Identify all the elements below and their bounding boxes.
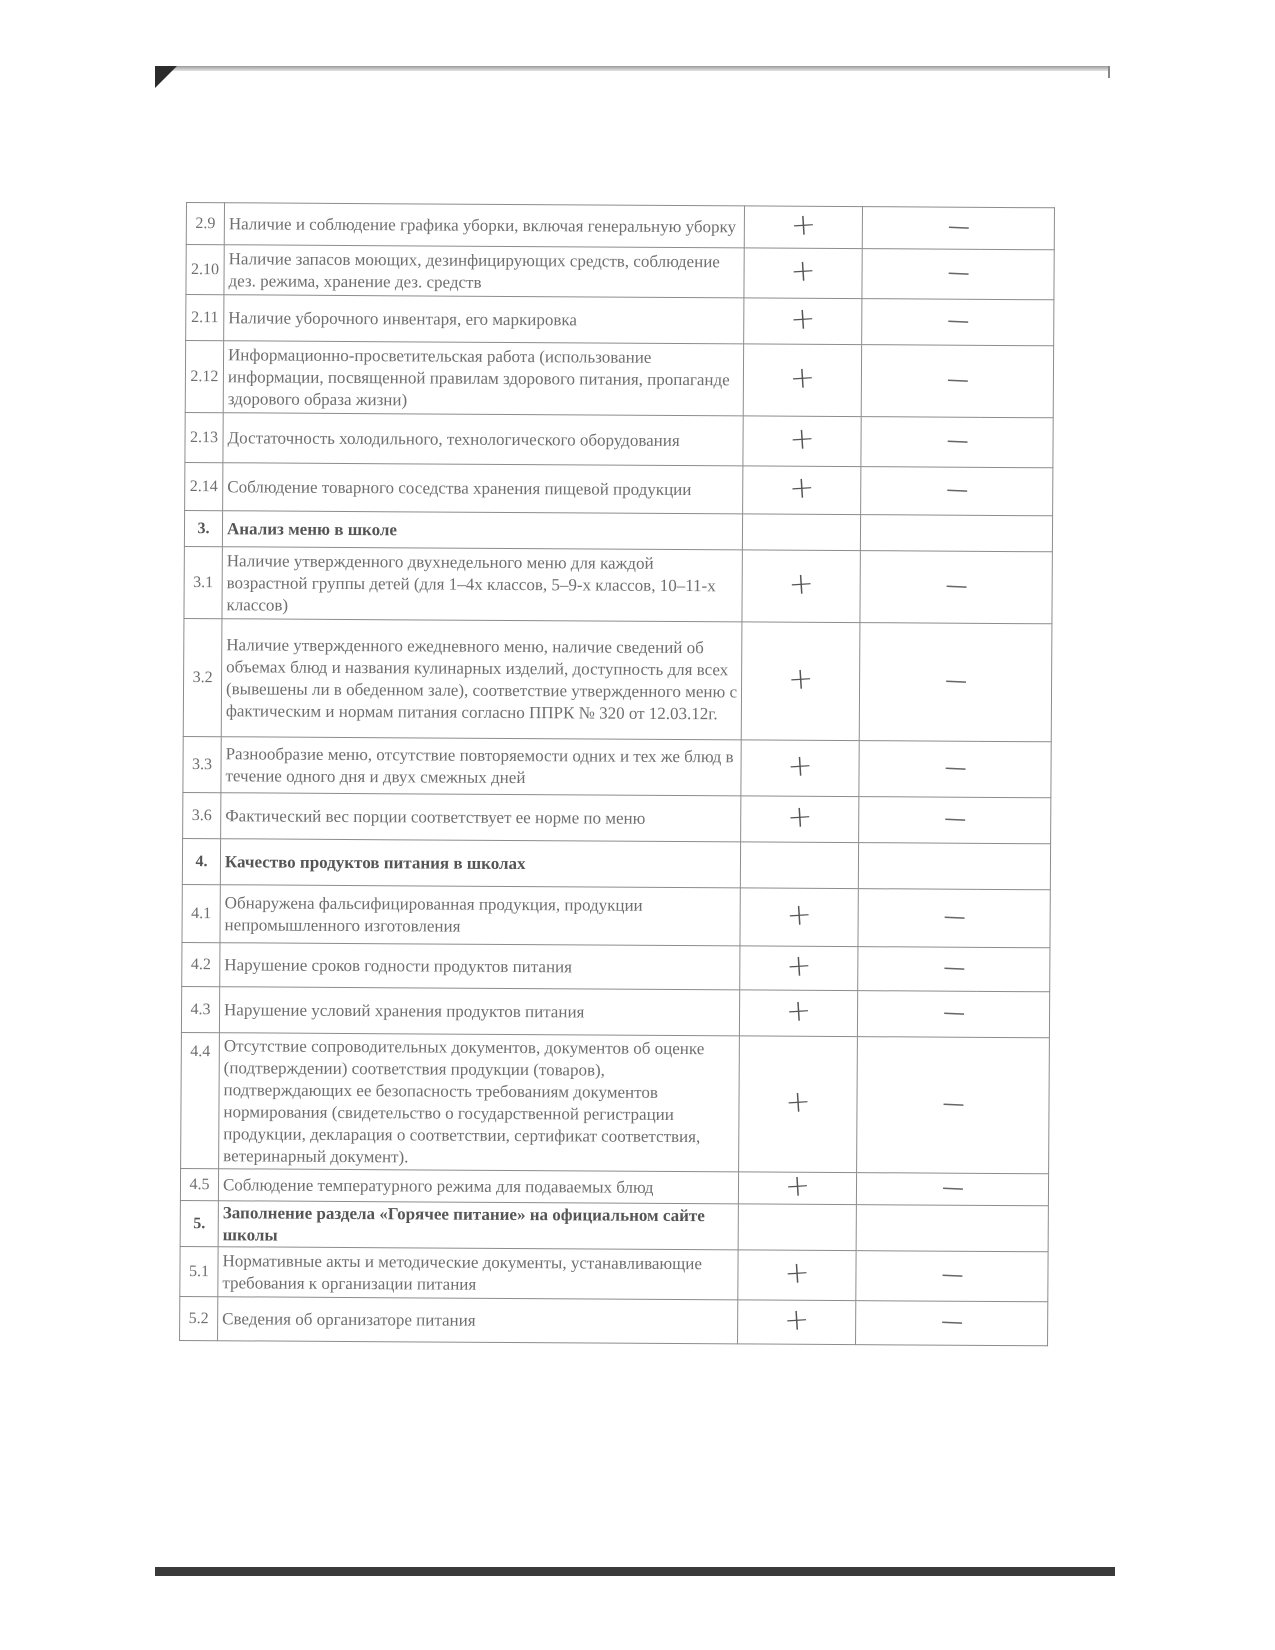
- row-criterion: Наличие утвержденного ежедневного меню, наличие сведений об объемах блюд и названия кулинарных изделий, доступность для всех (вывешены ли в обеденном зале), соответствие утвержденного меню с фактическим и нормам питания согласно ППРК № 320 от 12.03.12г.: [221, 619, 742, 740]
- no-mark: —: [856, 1173, 1048, 1206]
- yes-mark: +: [744, 206, 862, 249]
- row-criterion: Обнаружена фальсифицированная продукция, продукции непромышленного изготовления: [220, 885, 740, 946]
- yes-mark: +: [739, 990, 857, 1037]
- row-number: 5.2: [180, 1296, 218, 1340]
- section-title: Анализ меню в школе: [222, 511, 742, 550]
- table-row: [185, 412, 1053, 467]
- row-criterion: Нарушение условий хранения продуктов питания: [219, 987, 739, 1036]
- no-mark: —: [862, 299, 1054, 346]
- yes-mark: +: [738, 1300, 856, 1345]
- table-row: [181, 1032, 1050, 1173]
- scan-edge-bottom: [155, 1567, 1115, 1576]
- yes-mark: +: [741, 740, 859, 797]
- yes-mark: +: [742, 550, 860, 623]
- table-row: [183, 792, 1051, 843]
- yes-mark: [738, 1204, 856, 1251]
- row-number: 2.9: [186, 203, 224, 245]
- row-criterion: Разнообразие меню, отсутствие повторяемости одних и тех же блюд в течение одного дня и двух смежных дней: [221, 737, 741, 796]
- row-criterion: Наличие уборочного инвентаря, его маркировка: [224, 295, 744, 344]
- table-row: [182, 884, 1050, 947]
- row-number: 4.2: [182, 942, 220, 986]
- yes-mark: +: [741, 796, 859, 843]
- inspection-checklist-table: [179, 202, 1055, 1346]
- section-row: [182, 838, 1050, 889]
- section-number: 5.: [180, 1200, 218, 1246]
- section-row: [184, 510, 1052, 551]
- yes-mark: +: [741, 622, 860, 741]
- row-number: 3.2: [183, 618, 222, 736]
- section-title: Качество продуктов питания в школах: [220, 839, 740, 888]
- row-number: 4.1: [182, 884, 220, 942]
- no-mark: [856, 1205, 1048, 1252]
- table-row: [180, 1296, 1048, 1345]
- yes-mark: +: [740, 946, 858, 991]
- no-mark: —: [862, 207, 1054, 250]
- no-mark: —: [860, 551, 1052, 624]
- row-criterion: Наличие утвержденного двухнедельного меню для каждой возрастной группы детей (для 1–4х классов, 5–9-х классов, 10–11-х классов): [222, 547, 742, 622]
- no-mark: [860, 515, 1052, 552]
- row-criterion: Отсутствие сопроводительных документов, документов об оценке (подтверждении) соответствия продукции (товаров), подтверждающих ее безопасность требованиям документов нормирования (свидетельство о государственной регистрации продукции, декларация о соответствии, сертификат соответствия, ветеринарный документ).: [219, 1033, 740, 1172]
- no-mark: —: [859, 741, 1051, 798]
- no-mark: [858, 843, 1050, 890]
- row-criterion: Соблюдение товарного соседства хранения пищевой продукции: [223, 463, 743, 514]
- document-sheet: [179, 202, 1054, 1346]
- table-row: [180, 1168, 1048, 1205]
- table-row: [185, 462, 1053, 515]
- yes-mark: [740, 842, 858, 889]
- row-number: 5.1: [180, 1246, 218, 1296]
- no-mark: —: [862, 249, 1054, 300]
- section-number: 3.: [184, 510, 222, 546]
- section-number: 4.: [182, 838, 220, 884]
- no-mark: —: [857, 991, 1049, 1038]
- no-mark: —: [857, 1037, 1050, 1174]
- row-number: 4.3: [181, 986, 219, 1032]
- no-mark: —: [858, 889, 1050, 948]
- no-mark: —: [856, 1251, 1048, 1302]
- row-number: 2.12: [185, 341, 223, 413]
- row-criterion: Фактический вес порции соответствует ее норме по меню: [221, 793, 741, 842]
- row-criterion: Нарушение сроков годности продуктов питания: [220, 943, 740, 990]
- yes-mark: +: [738, 1250, 856, 1301]
- yes-mark: +: [744, 248, 862, 299]
- table-row: [185, 341, 1053, 418]
- no-mark: —: [856, 1301, 1048, 1346]
- yes-mark: +: [738, 1172, 856, 1205]
- row-criterion: Информационно-просветительская работа (использование информации, посвященной правилам здорового питания, пропаганде здорового образа жизни): [223, 341, 743, 416]
- table-row: [182, 942, 1050, 991]
- row-number: 3.1: [184, 546, 222, 618]
- row-criterion: Нормативные акты и методические документы, устанавливающие требования к организации питания: [218, 1247, 738, 1300]
- row-criterion: Соблюдение температурного режима для подаваемых блюд: [218, 1169, 738, 1204]
- row-criterion: Сведения об организаторе питания: [218, 1297, 738, 1344]
- row-criterion: Наличие и соблюдение графика уборки, включая генеральную уборку: [224, 203, 744, 248]
- row-number: 4.4: [181, 1032, 220, 1168]
- row-number: 2.11: [186, 295, 224, 341]
- table-row: [183, 618, 1052, 741]
- table-row: [183, 736, 1051, 797]
- yes-mark: +: [739, 1036, 858, 1173]
- no-mark: —: [859, 797, 1051, 844]
- scan-corner-shadow: [155, 66, 177, 88]
- row-number: 2.13: [185, 412, 223, 462]
- row-number: 3.6: [183, 792, 221, 838]
- row-criterion: Достаточность холодильного, технологического оборудования: [223, 413, 743, 466]
- yes-mark: [742, 514, 860, 551]
- scan-edge-top: [155, 66, 1110, 71]
- yes-mark: +: [743, 466, 861, 515]
- row-number: 2.10: [186, 245, 224, 295]
- row-number: 4.5: [180, 1168, 218, 1200]
- no-mark: —: [859, 623, 1052, 742]
- no-mark: —: [861, 467, 1053, 516]
- table-row: [181, 986, 1049, 1037]
- table-row: [186, 245, 1054, 300]
- yes-mark: +: [743, 344, 861, 417]
- no-mark: —: [861, 345, 1053, 418]
- row-number: 2.14: [185, 462, 223, 510]
- table-row: [186, 203, 1054, 250]
- yes-mark: +: [740, 888, 858, 947]
- scan-edge-right: [1108, 66, 1110, 78]
- table-row: [186, 295, 1054, 346]
- yes-mark: +: [743, 416, 861, 467]
- table-row: [184, 546, 1052, 623]
- yes-mark: +: [744, 298, 862, 345]
- section-row: [180, 1200, 1048, 1251]
- no-mark: —: [861, 417, 1053, 468]
- section-title: Заполнение раздела «Горячее питание» на официальном сайте школы: [218, 1201, 738, 1250]
- no-mark: —: [858, 947, 1050, 992]
- table-row: [180, 1246, 1048, 1301]
- row-criterion: Наличие запасов моющих, дезинфицирующих средств, соблюдение дез. режима, хранение дез. средств: [224, 245, 744, 298]
- row-number: 3.3: [183, 736, 221, 792]
